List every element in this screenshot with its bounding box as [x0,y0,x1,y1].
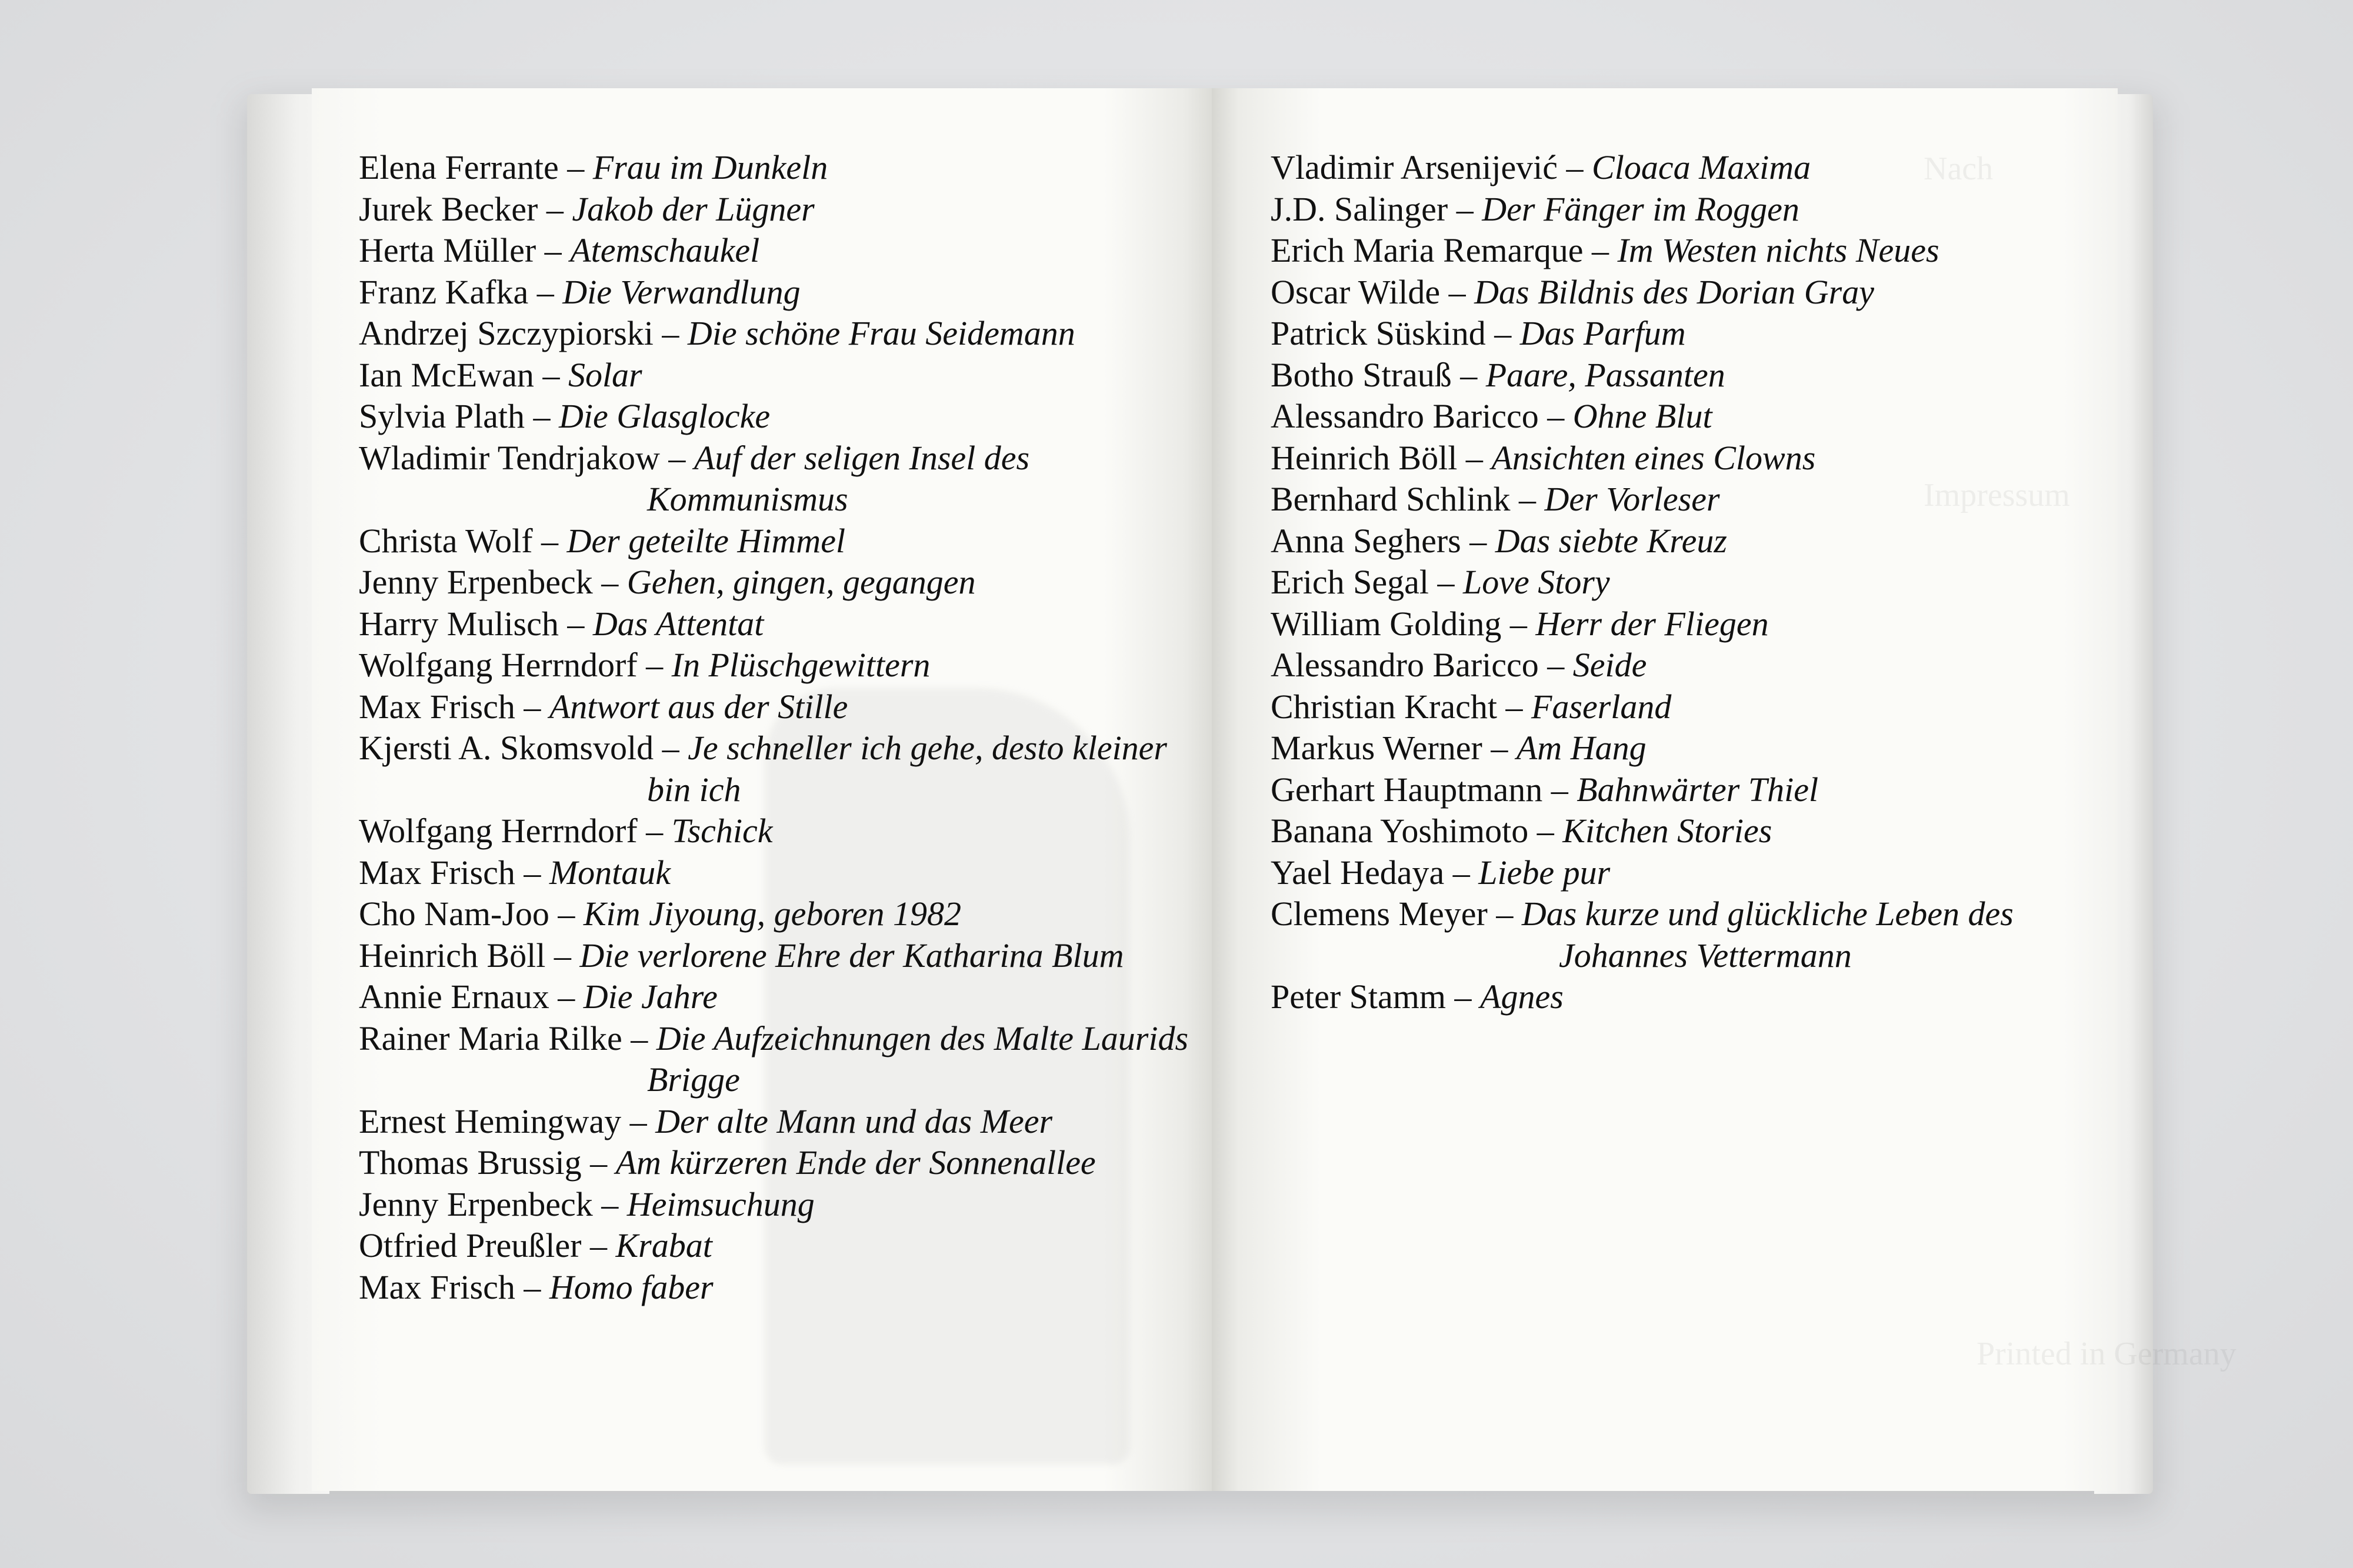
book-entry [359,728,1194,810]
book-author: Herta Müller [359,231,536,269]
left-page [312,88,1212,1491]
book-entry [359,438,1194,521]
separator-dash: – [1460,355,1478,394]
separator-dash: – [1547,646,1565,684]
book-title: Montauk [549,853,671,892]
book-entry [359,562,1194,603]
book-title: Krabat [615,1226,712,1265]
book-entry [359,686,1194,728]
book-author: Max Frisch [359,853,515,892]
separator-dash: – [631,1019,648,1057]
separator-dash: – [536,272,554,311]
book-title: Das Attentat [592,604,764,643]
book-entry [359,893,1194,935]
separator-dash: – [629,1102,647,1140]
book-title: Die Glasglocke [558,397,771,435]
book-author: Jurek Becker [359,189,538,228]
show-through-text: Nach [1924,151,1994,187]
book-title: Seide [1572,646,1647,684]
separator-dash: – [567,148,585,186]
book-entry [1271,396,2106,438]
book-title: Kim Jiyoung, geboren 1982 [583,895,962,933]
separator-dash: – [590,1143,608,1182]
book-author: Harry Mulisch [359,604,559,643]
book-title: Die schöne Frau Seidemann [687,314,1075,352]
book-author: Alessandro Baricco [1271,397,1539,435]
book-entry [359,810,1194,852]
book-author: J.D. Salinger [1271,189,1448,228]
book-entry [359,935,1194,977]
separator-dash: – [1496,895,1514,933]
book-entry [1271,147,2106,189]
show-through-text: Printed in Germany [1977,1336,2237,1372]
book-entry [359,1184,1194,1226]
book-entry [359,1225,1194,1267]
book-title: Ansichten eines Clowns [1491,438,1816,477]
separator-dash: – [601,563,619,601]
book-author: Yael Hedaya [1271,853,1445,892]
book-title: Das siebte Kreuz [1495,521,1727,560]
book-author: Heinrich Böll [1271,438,1458,477]
book-entry [1271,562,2106,603]
book-author: Markus Werner [1271,729,1482,767]
right-page [1212,88,2237,1491]
book-entry [359,645,1194,686]
book-author: Wladimir Tendrjakow [359,438,660,477]
book-entry [359,852,1194,894]
book-title: Jakob der Lügner [572,189,815,228]
book-title: Auf der seligen Insel des Kommunismus [647,438,1030,518]
separator-dash: – [1519,480,1537,518]
book-title: Tschick [671,812,773,850]
book-title: Frau im Dunkeln [592,148,828,186]
book-entry [1271,976,2106,1018]
book-entry [359,603,1194,645]
book-title: Das Parfum [1519,314,1686,352]
book-author: Andrzej Szczypiorski [359,314,654,352]
book-title: Gehen, gingen, gegangen [626,563,976,601]
book-author: Kjersti A. Skomsvold [359,729,654,767]
book-author: Elena Ferrante [359,148,559,186]
book-entry [1271,479,2106,521]
separator-dash: – [1454,978,1472,1016]
book-author: Bernhard Schlink [1271,480,1511,518]
book-author: Max Frisch [359,1267,515,1306]
book-title: Cloaca Maxima [1592,148,1811,186]
book-author: Franz Kafka [359,272,529,311]
separator-dash: – [524,687,541,726]
separator-dash: – [1452,853,1470,892]
book-author: Sylvia Plath [359,397,525,435]
book-author: William Golding [1271,604,1502,643]
separator-dash: – [646,646,664,684]
book-title: Je schneller ich gehe, desto kleiner bin ich [647,729,1167,809]
book-entry [359,355,1194,396]
book-entry [1271,810,2106,852]
book-title: Solar [568,355,642,394]
book-entry [1271,769,2106,811]
book-entry [1271,438,2106,479]
book-entry [359,189,1194,231]
book-author: Cho Nam-Joo [359,895,549,933]
book-author: Alessandro Baricco [1271,646,1539,684]
book-author: Wolfgang Herrndorf [359,646,638,684]
separator-dash: – [601,1185,619,1223]
separator-dash: – [533,397,551,435]
separator-dash: – [589,1226,607,1265]
book-author: Ian McEwan [359,355,534,394]
book-entry [1271,313,2106,355]
book-title: Atemschaukel [570,231,760,269]
book-title: Homo faber [549,1267,714,1306]
book-author: Botho Strauß [1271,355,1452,394]
separator-dash: – [554,936,571,975]
separator-dash: – [662,729,679,767]
book-title: Die Verwandlung [562,272,801,311]
separator-dash: – [1505,687,1523,726]
book-author: Clemens Meyer [1271,895,1488,933]
separator-dash: – [542,355,560,394]
book-entry [359,1142,1194,1184]
book-title: Die verlorene Ehre der Katharina Blum [579,936,1124,975]
book-entry [1271,893,2106,976]
separator-dash: – [1465,438,1483,477]
book-entry [1271,272,2106,313]
book-entry [359,1101,1194,1143]
book-title: Im Westen nichts Neues [1617,231,1939,269]
book-author: Jenny Erpenbeck [359,1185,593,1223]
book-author: Rainer Maria Rilke [359,1019,622,1057]
book-entry [1271,189,2106,231]
book-entry [1271,355,2106,396]
separator-dash: – [668,438,686,477]
book-entry [1271,686,2106,728]
book-entry [1271,230,2106,272]
book-author: Erich Maria Remarque [1271,231,1584,269]
separator-dash: – [1547,397,1565,435]
separator-dash: – [1566,148,1584,186]
book-author: Jenny Erpenbeck [359,563,593,601]
book-author: Oscar Wilde [1271,272,1441,311]
separator-dash: – [524,1267,541,1306]
separator-dash: – [1437,563,1455,601]
book-author: Ernest Hemingway [359,1102,622,1140]
right-page-book-list [1271,147,2106,1018]
book-entry [359,396,1194,438]
book-title: Paare, Passanten [1485,355,1725,394]
separator-dash: – [1494,314,1512,352]
book-title: Am Hang [1516,729,1647,767]
book-title: Agnes [1480,978,1564,1016]
book-entry [359,147,1194,189]
book-title: Faserland [1531,687,1672,726]
separator-dash: – [1509,604,1527,643]
book-title: Am kürzeren Ende der Sonnenallee [615,1143,1096,1182]
book-entry [359,1018,1194,1101]
separator-dash: – [1456,189,1474,228]
show-through-text: Impressum [1924,477,2070,513]
book-title: Die Jahre [583,978,718,1016]
book-author: Otfried Preußler [359,1226,582,1265]
book-entry [1271,645,2106,686]
book-entry [1271,603,2106,645]
separator-dash: – [1491,729,1508,767]
book-title: Liebe pur [1478,853,1611,892]
book-entry [1271,728,2106,769]
separator-dash: – [1551,770,1568,809]
book-title: Ohne Blut [1572,397,1712,435]
book-title: Der geteilte Himmel [566,521,846,560]
book-author: Erich Segal [1271,563,1429,601]
book-entry [359,272,1194,313]
separator-dash: – [541,521,559,560]
book-author: Christa Wolf [359,521,533,560]
book-title: Das Bildnis des Dorian Gray [1474,272,1874,311]
book-title: In Plüschgewittern [671,646,931,684]
book-entry [359,230,1194,272]
book-title: Der Fänger im Roggen [1482,189,1799,228]
separator-dash: – [546,189,564,228]
book-author: Gerhart Hauptmann [1271,770,1543,809]
book-author: Wolfgang Herrndorf [359,812,638,850]
book-author: Peter Stamm [1271,978,1447,1016]
book-entry [359,1267,1194,1309]
book-title: Herr der Fliegen [1535,604,1769,643]
book-title: Die Aufzeichnungen des Malte Laurids Brigge [647,1019,1189,1099]
book-entry [1271,521,2106,562]
book-author: Patrick Süskind [1271,314,1486,352]
book-entry [1271,852,2106,894]
left-page-book-list [359,147,1194,1308]
separator-dash: – [558,978,575,1016]
book-author: Vladimir Arsenijević [1271,148,1558,186]
book-title: Der alte Mann und das Meer [655,1102,1053,1140]
book-author: Thomas Brussig [359,1143,582,1182]
separator-dash: – [646,812,664,850]
separator-dash: – [544,231,562,269]
book-title: Der Vorleser [1544,480,1720,518]
book-author: Annie Ernaux [359,978,549,1016]
book-author: Heinrich Böll [359,936,546,975]
book-author: Christian Kracht [1271,687,1497,726]
book-title: Kitchen Stories [1562,812,1772,850]
separator-dash: – [524,853,541,892]
separator-dash: – [1469,521,1487,560]
book-title: Love Story [1462,563,1610,601]
book-title: Bahnwärter Thiel [1577,770,1819,809]
book-author: Banana Yoshimoto [1271,812,1529,850]
book-author: Max Frisch [359,687,515,726]
book-title: Das kurze und glückliche Leben des Johannes Vettermann [1521,895,2014,975]
book-entry [359,521,1194,562]
separator-dash: – [558,895,575,933]
book-title: Antwort aus der Stille [549,687,848,726]
book-title: Heimsuchung [626,1185,815,1223]
separator-dash: – [567,604,585,643]
separator-dash: – [662,314,679,352]
separator-dash: – [1537,812,1554,850]
book-author: Anna Seghers [1271,521,1461,560]
book-entry [359,313,1194,355]
book-entry [359,976,1194,1018]
separator-dash: – [1591,231,1609,269]
separator-dash: – [1448,272,1466,311]
